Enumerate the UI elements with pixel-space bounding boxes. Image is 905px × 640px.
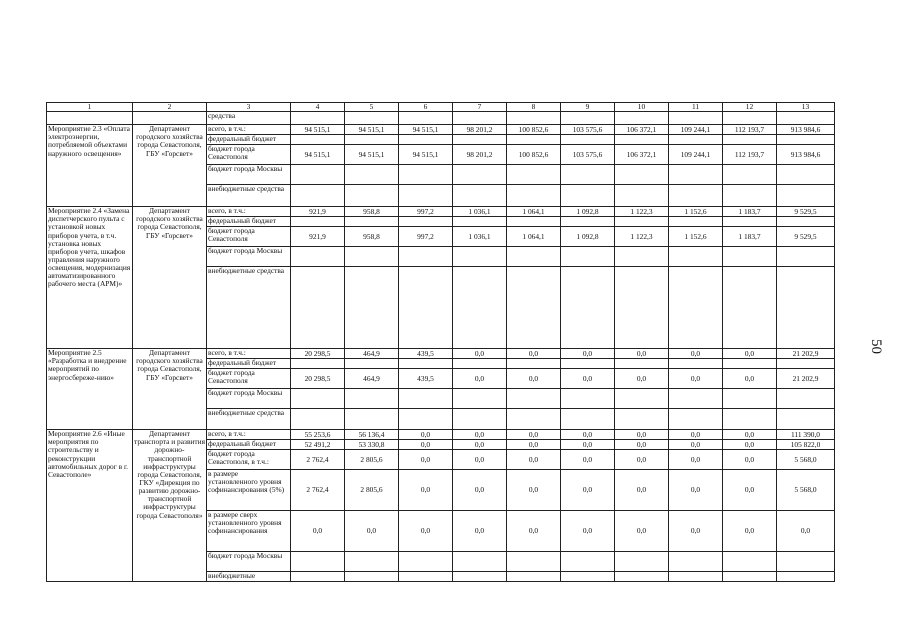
carry-over-label: средства xyxy=(207,112,291,125)
total-value: 111 390,0 xyxy=(777,430,835,440)
year-value xyxy=(507,165,561,185)
year-value: 0,0 xyxy=(669,450,723,470)
year-value xyxy=(291,359,345,369)
year-value xyxy=(453,267,507,349)
year-value xyxy=(669,389,723,409)
year-value xyxy=(615,409,669,430)
year-value: 94 515,1 xyxy=(399,145,453,165)
year-value xyxy=(399,165,453,185)
year-value xyxy=(507,409,561,430)
year-value: 52 491,2 xyxy=(291,440,345,450)
year-value: 0,0 xyxy=(561,440,615,450)
year-value: 0,0 xyxy=(561,349,615,359)
year-value: 103 575,6 xyxy=(561,145,615,165)
year-value xyxy=(399,185,453,207)
column-number: 10 xyxy=(615,103,669,112)
year-value: 0,0 xyxy=(453,470,507,511)
year-value: 112 193,7 xyxy=(723,145,777,165)
year-value xyxy=(345,572,399,582)
year-value xyxy=(723,409,777,430)
year-value xyxy=(723,267,777,349)
year-value: 0,0 xyxy=(453,450,507,470)
year-value xyxy=(615,185,669,207)
column-number: 7 xyxy=(453,103,507,112)
column-number: 6 xyxy=(399,103,453,112)
carry-over-row xyxy=(47,112,835,125)
year-value xyxy=(669,217,723,227)
column-number: 12 xyxy=(723,103,777,112)
funding-source: всего, в т.ч.: xyxy=(207,207,291,217)
total-value: 21 202,9 xyxy=(777,349,835,359)
year-value: 439,5 xyxy=(399,349,453,359)
year-value: 0,0 xyxy=(507,440,561,450)
year-value xyxy=(291,389,345,409)
year-value: 1 036,1 xyxy=(453,227,507,247)
year-value xyxy=(669,185,723,207)
year-value xyxy=(669,572,723,582)
year-value xyxy=(453,572,507,582)
year-value: 0,0 xyxy=(615,430,669,440)
year-value: 439,5 xyxy=(399,369,453,389)
year-value: 0,0 xyxy=(561,369,615,389)
year-value xyxy=(399,572,453,582)
measure-name: Мероприятие 2.5 «Разработка и внедрение мероприятий по энергосбереже-нию» xyxy=(47,349,133,430)
year-value xyxy=(561,165,615,185)
year-value xyxy=(615,247,669,267)
funding-source: бюджет города Севастополя xyxy=(207,369,291,389)
year-value xyxy=(399,247,453,267)
year-value xyxy=(291,267,345,349)
year-value xyxy=(507,247,561,267)
year-value: 0,0 xyxy=(561,430,615,440)
year-value xyxy=(399,359,453,369)
year-value: 0,0 xyxy=(615,440,669,450)
year-value: 464,9 xyxy=(345,349,399,359)
year-value xyxy=(453,409,507,430)
year-value: 1 152,6 xyxy=(669,207,723,217)
year-value xyxy=(345,389,399,409)
year-value: 0,0 xyxy=(723,369,777,389)
total-value: 913 984,6 xyxy=(777,125,835,135)
year-value: 0,0 xyxy=(399,470,453,511)
year-value xyxy=(723,165,777,185)
measure-executor: Департамент городского хозяйства города Севастополя, ГБУ «Горсвет» xyxy=(133,349,207,430)
funding-source: бюджет города Севастополя xyxy=(207,227,291,247)
funding-source: бюджет города Москвы xyxy=(207,552,291,572)
year-value: 0,0 xyxy=(507,430,561,440)
year-value xyxy=(453,389,507,409)
year-value: 2 805,6 xyxy=(345,450,399,470)
empty-cell xyxy=(345,112,399,125)
year-value xyxy=(507,572,561,582)
year-value: 0,0 xyxy=(669,369,723,389)
table-row xyxy=(47,349,835,359)
year-value: 112 193,7 xyxy=(723,125,777,135)
year-value xyxy=(669,359,723,369)
funding-source: федеральный бюджет xyxy=(207,217,291,227)
year-value xyxy=(723,135,777,145)
total-value xyxy=(777,389,835,409)
year-value: 0,0 xyxy=(507,349,561,359)
year-value xyxy=(561,217,615,227)
year-value: 921,9 xyxy=(291,207,345,217)
year-value: 0,0 xyxy=(669,470,723,511)
empty-cell xyxy=(507,112,561,125)
year-value: 958,8 xyxy=(345,207,399,217)
funding-source: бюджет города Москвы xyxy=(207,165,291,185)
year-value xyxy=(561,572,615,582)
measure-name: Мероприятие 2.3 «Оплата электроэнергии, потребляемой объектами наружного освещения» xyxy=(47,125,133,207)
year-value xyxy=(399,217,453,227)
year-value: 1 092,8 xyxy=(561,227,615,247)
total-value: 5 568,0 xyxy=(777,470,835,511)
year-value: 94 515,1 xyxy=(345,145,399,165)
year-value xyxy=(399,135,453,145)
year-value: 0,0 xyxy=(723,450,777,470)
year-value xyxy=(561,185,615,207)
year-value xyxy=(291,165,345,185)
year-value xyxy=(615,165,669,185)
funding-source: внебюджетные xyxy=(207,572,291,582)
year-value: 921,9 xyxy=(291,227,345,247)
year-value xyxy=(615,217,669,227)
column-number: 2 xyxy=(133,103,207,112)
year-value xyxy=(669,267,723,349)
year-value: 100 852,6 xyxy=(507,125,561,135)
year-value: 0,0 xyxy=(453,369,507,389)
year-value: 0,0 xyxy=(507,511,561,552)
total-value xyxy=(777,165,835,185)
year-value: 0,0 xyxy=(723,511,777,552)
funding-source: внебюджетные средства xyxy=(207,409,291,430)
year-value: 100 852,6 xyxy=(507,145,561,165)
year-value xyxy=(291,185,345,207)
table-row xyxy=(47,125,835,135)
year-value: 0,0 xyxy=(669,430,723,440)
year-value: 20 298,5 xyxy=(291,369,345,389)
year-value xyxy=(507,217,561,227)
year-value: 0,0 xyxy=(723,430,777,440)
column-number: 5 xyxy=(345,103,399,112)
year-value xyxy=(615,552,669,572)
total-value: 0,0 xyxy=(777,511,835,552)
year-value: 94 515,1 xyxy=(291,125,345,135)
table-row xyxy=(47,207,835,217)
measure-executor: Департамент транспорта и развития дорожно-транспортной инфраструктуры города Севастополя, ГКУ «Дирекция по развитию дорожно-транспортной инфраструктуры города Севастополя» xyxy=(133,430,207,582)
funding-source: бюджет города Севастополя xyxy=(207,145,291,165)
year-value: 0,0 xyxy=(669,349,723,359)
empty-cell xyxy=(777,112,835,125)
total-value: 105 822,0 xyxy=(777,440,835,450)
funding-source: всего, в т.ч.: xyxy=(207,430,291,440)
year-value xyxy=(669,165,723,185)
year-value xyxy=(723,247,777,267)
year-value: 0,0 xyxy=(507,369,561,389)
funding-source: бюджет города Москвы xyxy=(207,389,291,409)
total-value xyxy=(777,359,835,369)
year-value: 109 244,1 xyxy=(669,145,723,165)
year-value: 958,8 xyxy=(345,227,399,247)
funding-source: всего, в т.ч.: xyxy=(207,125,291,135)
year-value xyxy=(507,135,561,145)
year-value: 0,0 xyxy=(453,511,507,552)
year-value: 1 122,3 xyxy=(615,207,669,217)
empty-cell xyxy=(615,112,669,125)
year-value: 0,0 xyxy=(561,470,615,511)
year-value xyxy=(507,552,561,572)
year-value xyxy=(723,572,777,582)
year-value xyxy=(345,359,399,369)
year-value xyxy=(345,267,399,349)
year-value xyxy=(345,217,399,227)
column-number-row xyxy=(47,103,835,112)
measure-executor: Департамент городского хозяйства города Севастополя, ГБУ «Горсвет» xyxy=(133,207,207,349)
empty-cell xyxy=(133,112,207,125)
year-value: 0,0 xyxy=(453,440,507,450)
measure-executor: Департамент городского хозяйства города Севастополя, ГБУ «Горсвет» xyxy=(133,125,207,207)
year-value xyxy=(615,389,669,409)
year-value: 464,9 xyxy=(345,369,399,389)
year-value xyxy=(291,217,345,227)
funding-source: бюджет города Севастополя, в т.ч.: xyxy=(207,450,291,470)
year-value xyxy=(345,247,399,267)
year-value xyxy=(291,572,345,582)
funding-source: федеральный бюджет xyxy=(207,135,291,145)
year-value xyxy=(615,267,669,349)
page-number: 50 xyxy=(868,339,884,354)
year-value xyxy=(399,552,453,572)
measure-name: Мероприятие 2.6 «Иные мероприятия по строительству и реконструкции автомобильных дорог в г. Севастополе» xyxy=(47,430,133,582)
year-value xyxy=(669,552,723,572)
total-value xyxy=(777,552,835,572)
year-value xyxy=(507,359,561,369)
year-value xyxy=(453,135,507,145)
year-value xyxy=(669,247,723,267)
year-value: 0,0 xyxy=(615,349,669,359)
year-value: 1 064,1 xyxy=(507,207,561,217)
year-value: 53 330,8 xyxy=(345,440,399,450)
table-row xyxy=(47,430,835,440)
total-value: 21 202,9 xyxy=(777,369,835,389)
year-value xyxy=(615,135,669,145)
year-value: 2 762,4 xyxy=(291,470,345,511)
empty-cell xyxy=(561,112,615,125)
year-value xyxy=(723,552,777,572)
year-value xyxy=(615,572,669,582)
year-value: 20 298,5 xyxy=(291,349,345,359)
total-value: 9 529,5 xyxy=(777,227,835,247)
year-value: 0,0 xyxy=(399,450,453,470)
year-value: 1 122,3 xyxy=(615,227,669,247)
total-value xyxy=(777,135,835,145)
year-value: 109 244,1 xyxy=(669,125,723,135)
year-value xyxy=(399,409,453,430)
year-value: 0,0 xyxy=(507,470,561,511)
year-value xyxy=(453,165,507,185)
year-value: 0,0 xyxy=(399,511,453,552)
year-value: 94 515,1 xyxy=(399,125,453,135)
year-value: 0,0 xyxy=(669,440,723,450)
total-value xyxy=(777,572,835,582)
year-value: 0,0 xyxy=(291,511,345,552)
year-value xyxy=(345,185,399,207)
budget-table xyxy=(46,102,835,582)
empty-cell xyxy=(291,112,345,125)
year-value xyxy=(669,135,723,145)
year-value: 1 064,1 xyxy=(507,227,561,247)
year-value xyxy=(561,247,615,267)
total-value xyxy=(777,247,835,267)
year-value xyxy=(561,267,615,349)
empty-cell xyxy=(399,112,453,125)
year-value xyxy=(453,359,507,369)
year-value xyxy=(507,267,561,349)
year-value: 98 201,2 xyxy=(453,145,507,165)
year-value: 1 092,8 xyxy=(561,207,615,217)
year-value: 0,0 xyxy=(345,511,399,552)
year-value xyxy=(345,409,399,430)
year-value: 0,0 xyxy=(453,430,507,440)
year-value xyxy=(561,409,615,430)
total-value xyxy=(777,267,835,349)
year-value xyxy=(723,217,777,227)
funding-source: внебюджетные средства xyxy=(207,267,291,349)
empty-cell xyxy=(47,112,133,125)
year-value xyxy=(453,217,507,227)
year-value: 94 515,1 xyxy=(345,125,399,135)
column-number: 3 xyxy=(207,103,291,112)
funding-source: в размере сверх установленного уровня софинансирования xyxy=(207,511,291,552)
year-value xyxy=(561,552,615,572)
year-value xyxy=(291,552,345,572)
year-value: 98 201,2 xyxy=(453,125,507,135)
funding-source: федеральный бюджет xyxy=(207,359,291,369)
column-number: 13 xyxy=(777,103,835,112)
total-value xyxy=(777,217,835,227)
column-number: 1 xyxy=(47,103,133,112)
year-value: 0,0 xyxy=(669,511,723,552)
year-value xyxy=(669,409,723,430)
year-value: 0,0 xyxy=(723,470,777,511)
column-number: 8 xyxy=(507,103,561,112)
year-value: 1 152,6 xyxy=(669,227,723,247)
year-value: 0,0 xyxy=(561,511,615,552)
column-number: 9 xyxy=(561,103,615,112)
year-value: 1 036,1 xyxy=(453,207,507,217)
year-value xyxy=(453,552,507,572)
total-value xyxy=(777,409,835,430)
year-value xyxy=(561,135,615,145)
total-value xyxy=(777,185,835,207)
year-value xyxy=(723,185,777,207)
year-value: 0,0 xyxy=(399,440,453,450)
funding-source: бюджет города Москвы xyxy=(207,247,291,267)
year-value: 1 183,7 xyxy=(723,207,777,217)
funding-source: внебюджетные средства xyxy=(207,185,291,207)
year-value xyxy=(291,247,345,267)
column-number: 4 xyxy=(291,103,345,112)
year-value xyxy=(723,389,777,409)
year-value xyxy=(723,359,777,369)
year-value: 997,2 xyxy=(399,227,453,247)
year-value xyxy=(561,359,615,369)
year-value xyxy=(507,389,561,409)
year-value: 0,0 xyxy=(561,450,615,470)
year-value xyxy=(399,267,453,349)
year-value xyxy=(291,135,345,145)
year-value xyxy=(291,409,345,430)
year-value: 106 372,1 xyxy=(615,145,669,165)
year-value: 2 762,4 xyxy=(291,450,345,470)
year-value xyxy=(453,185,507,207)
year-value: 103 575,6 xyxy=(561,125,615,135)
year-value xyxy=(615,359,669,369)
year-value xyxy=(561,389,615,409)
total-value: 9 529,5 xyxy=(777,207,835,217)
total-value: 913 984,6 xyxy=(777,145,835,165)
year-value xyxy=(399,389,453,409)
year-value: 0,0 xyxy=(507,450,561,470)
year-value xyxy=(345,165,399,185)
year-value: 0,0 xyxy=(399,430,453,440)
year-value xyxy=(453,247,507,267)
year-value: 56 136,4 xyxy=(345,430,399,440)
year-value: 0,0 xyxy=(615,511,669,552)
empty-cell xyxy=(669,112,723,125)
empty-cell xyxy=(453,112,507,125)
total-value: 5 568,0 xyxy=(777,450,835,470)
year-value xyxy=(507,185,561,207)
funding-source: федеральный бюджет xyxy=(207,440,291,450)
year-value: 94 515,1 xyxy=(291,145,345,165)
funding-source: в размере установленного уровня софинансирования (5%) xyxy=(207,470,291,511)
year-value: 55 253,6 xyxy=(291,430,345,440)
empty-cell xyxy=(723,112,777,125)
year-value: 0,0 xyxy=(453,349,507,359)
year-value: 106 372,1 xyxy=(615,125,669,135)
year-value: 997,2 xyxy=(399,207,453,217)
funding-source: всего, в т.ч.: xyxy=(207,349,291,359)
year-value: 0,0 xyxy=(615,470,669,511)
year-value xyxy=(345,552,399,572)
column-number: 11 xyxy=(669,103,723,112)
year-value: 0,0 xyxy=(615,450,669,470)
year-value: 2 805,6 xyxy=(345,470,399,511)
year-value: 1 183,7 xyxy=(723,227,777,247)
year-value: 0,0 xyxy=(723,349,777,359)
year-value xyxy=(345,135,399,145)
measure-name: Мероприятие 2.4 «Замена диспетчерского пульта с установкой новых приборов учета, в т.ч. установка новых приборов учета, шкафов управления наружного освещения, модернизация автоматизированного рабочего места (АРМ)» xyxy=(47,207,133,349)
year-value: 0,0 xyxy=(615,369,669,389)
year-value: 0,0 xyxy=(723,440,777,450)
